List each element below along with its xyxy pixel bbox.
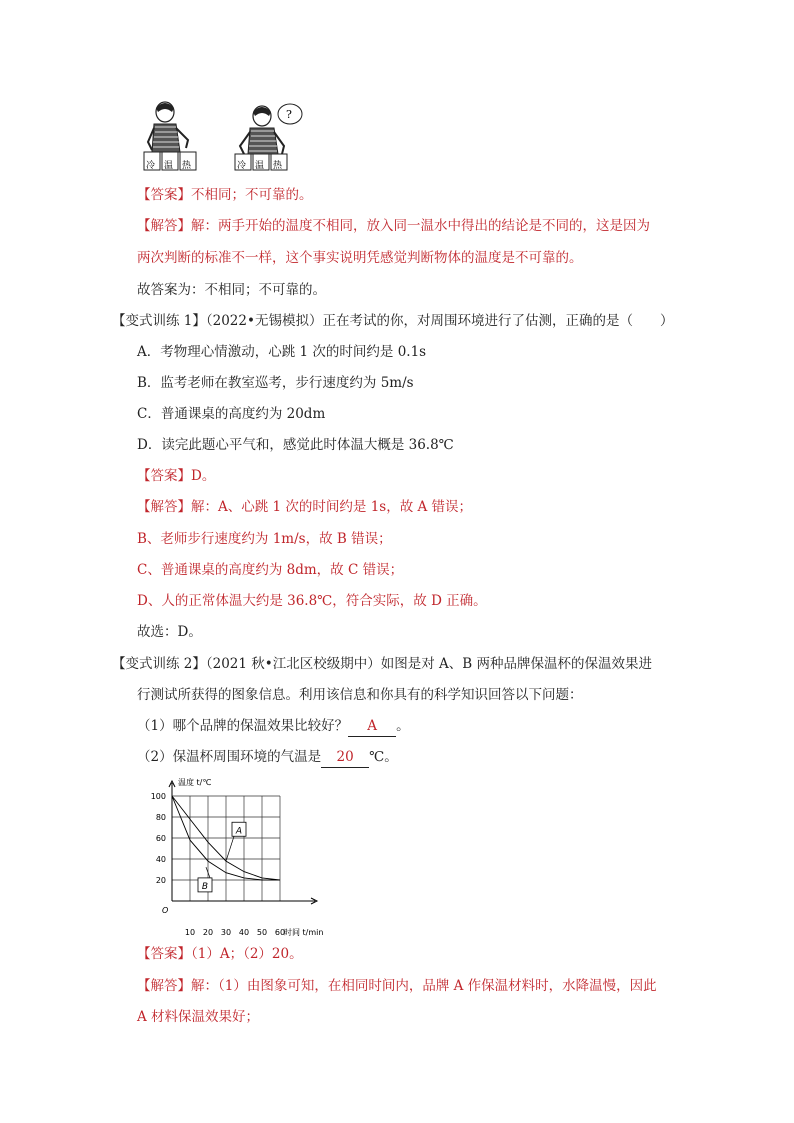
answer-tag: 【答案】	[137, 468, 191, 484]
question-2	[137, 747, 398, 768]
illustration	[140, 100, 320, 175]
question-text: （1）哪个品牌的保温效果比较好？	[137, 718, 349, 734]
answer-line	[137, 466, 215, 486]
answer-tag: 【答案】	[137, 187, 191, 203]
hand-temperature-experiment-image	[140, 100, 320, 175]
solution-text: 解：（1）由图象可知，在相同时间内，品牌 A 作保温材料时，水降温慢，因此	[191, 978, 657, 994]
series-label-a: A	[235, 826, 243, 837]
y-tick-label: 100	[150, 792, 166, 801]
y-axis-label: 温度 t/℃	[178, 778, 212, 787]
x-tick-label: 20	[202, 928, 214, 937]
tanks-right	[235, 154, 287, 171]
solution-tag: 【解答】	[137, 499, 191, 515]
x-tick-label: 60	[274, 928, 286, 937]
cooling-chart	[140, 773, 340, 938]
y-tick-label: 20	[155, 876, 166, 885]
chart-axes	[169, 781, 317, 904]
solution-text: D、人的正常体温大约是 36.8℃，符合实际，故 D 正确。	[137, 593, 487, 609]
y-tick-label: 80	[155, 813, 166, 822]
x-tick-label: 10	[184, 928, 196, 937]
exercise-2-header: 【变式训练 2】（2021 秋•江北区校级期中）如图是对 A、B 两种品牌保温杯的保温效果进	[112, 656, 652, 672]
option-d: D．读完此题心平气和，感觉此时体温大概是 36.8℃	[137, 437, 454, 453]
person-left	[148, 102, 188, 152]
x-tick-label: 30	[220, 928, 232, 937]
answer-text: （1）A；（2）20。	[191, 946, 303, 962]
x-axis-label: 时间 t/min	[284, 928, 324, 937]
tank-label: 冷	[237, 161, 247, 171]
tank-label: 冷	[146, 161, 156, 171]
solution-text: 两次判断的标准不一样，这个事实说明凭感觉判断物体的温度是不可靠的。	[137, 250, 583, 266]
solution-line	[137, 216, 650, 236]
answer-tag: 【答案】	[137, 946, 191, 962]
tank-label: 温	[164, 161, 174, 171]
solution-text: 解：两手开始的温度不相同，放入同一温水中得出的结论是不同的，这是因为	[191, 218, 650, 234]
x-tick-label: 50	[256, 928, 268, 937]
y-tick-label: 40	[155, 855, 166, 864]
tanks-left	[144, 152, 196, 171]
tank-label: 热	[273, 161, 283, 171]
exercise-1-header: 【变式训练 1】（2022•无锡模拟）正在考试的你，对周围环境进行了估测，正确的是（ ）	[112, 313, 674, 329]
question-bubble: ?	[286, 108, 292, 121]
chart-labels	[151, 777, 324, 937]
chart-grid	[172, 796, 280, 901]
tank-label: 热	[182, 161, 192, 171]
solution-text: B、老师步行速度约为 1m/s，故 B 错误；	[137, 531, 392, 547]
series-label-leader	[226, 836, 234, 861]
final-answer: 故选：D。	[137, 624, 202, 640]
solution-line	[137, 497, 472, 517]
answer-blank: A	[348, 716, 396, 737]
solution-text: C、普通课桌的高度约为 8dm，故 C 错误；	[137, 562, 404, 578]
answer-blank: 20	[321, 747, 369, 768]
question-suffix: 。	[396, 718, 410, 734]
question-text: （2）保温杯周围环境的气温是	[137, 749, 322, 765]
option-a: A．考物理心情激动，心跳 1 次的时间约是 0.1s	[137, 344, 427, 360]
person-right	[240, 104, 302, 154]
solution-tag: 【解答】	[137, 978, 191, 994]
x-tick-label: 40	[238, 928, 250, 937]
exercise-2-header: 行测试所获得的图象信息。利用该信息和你具有的科学知识回答以下问题：	[137, 687, 583, 703]
solution-text: A 材料保温效果好；	[137, 1009, 260, 1025]
question-suffix: ℃。	[369, 749, 398, 765]
solution-line	[137, 976, 657, 996]
answer-line	[137, 944, 303, 964]
final-answer: 故答案为：不相同；不可靠的。	[137, 282, 326, 298]
tank-label: 温	[255, 161, 265, 171]
option-c: C．普通课桌的高度约为 20dm	[137, 406, 326, 422]
option-b: B．监考老师在教室巡考，步行速度约为 5m/s	[137, 375, 414, 391]
question-1	[137, 716, 410, 737]
solution-tag: 【解答】	[137, 218, 191, 234]
answer-text: 不相同；不可靠的。	[191, 187, 313, 203]
answer-text: D。	[191, 468, 216, 484]
answer-line	[137, 185, 313, 205]
solution-text: 解：A、心跳 1 次的时间约是 1s，故 A 错误；	[191, 499, 473, 515]
cooling-chart-svg	[140, 773, 340, 938]
origin-label: O	[162, 906, 169, 915]
y-tick-label: 60	[155, 834, 166, 843]
series-label-b: B	[201, 881, 209, 892]
